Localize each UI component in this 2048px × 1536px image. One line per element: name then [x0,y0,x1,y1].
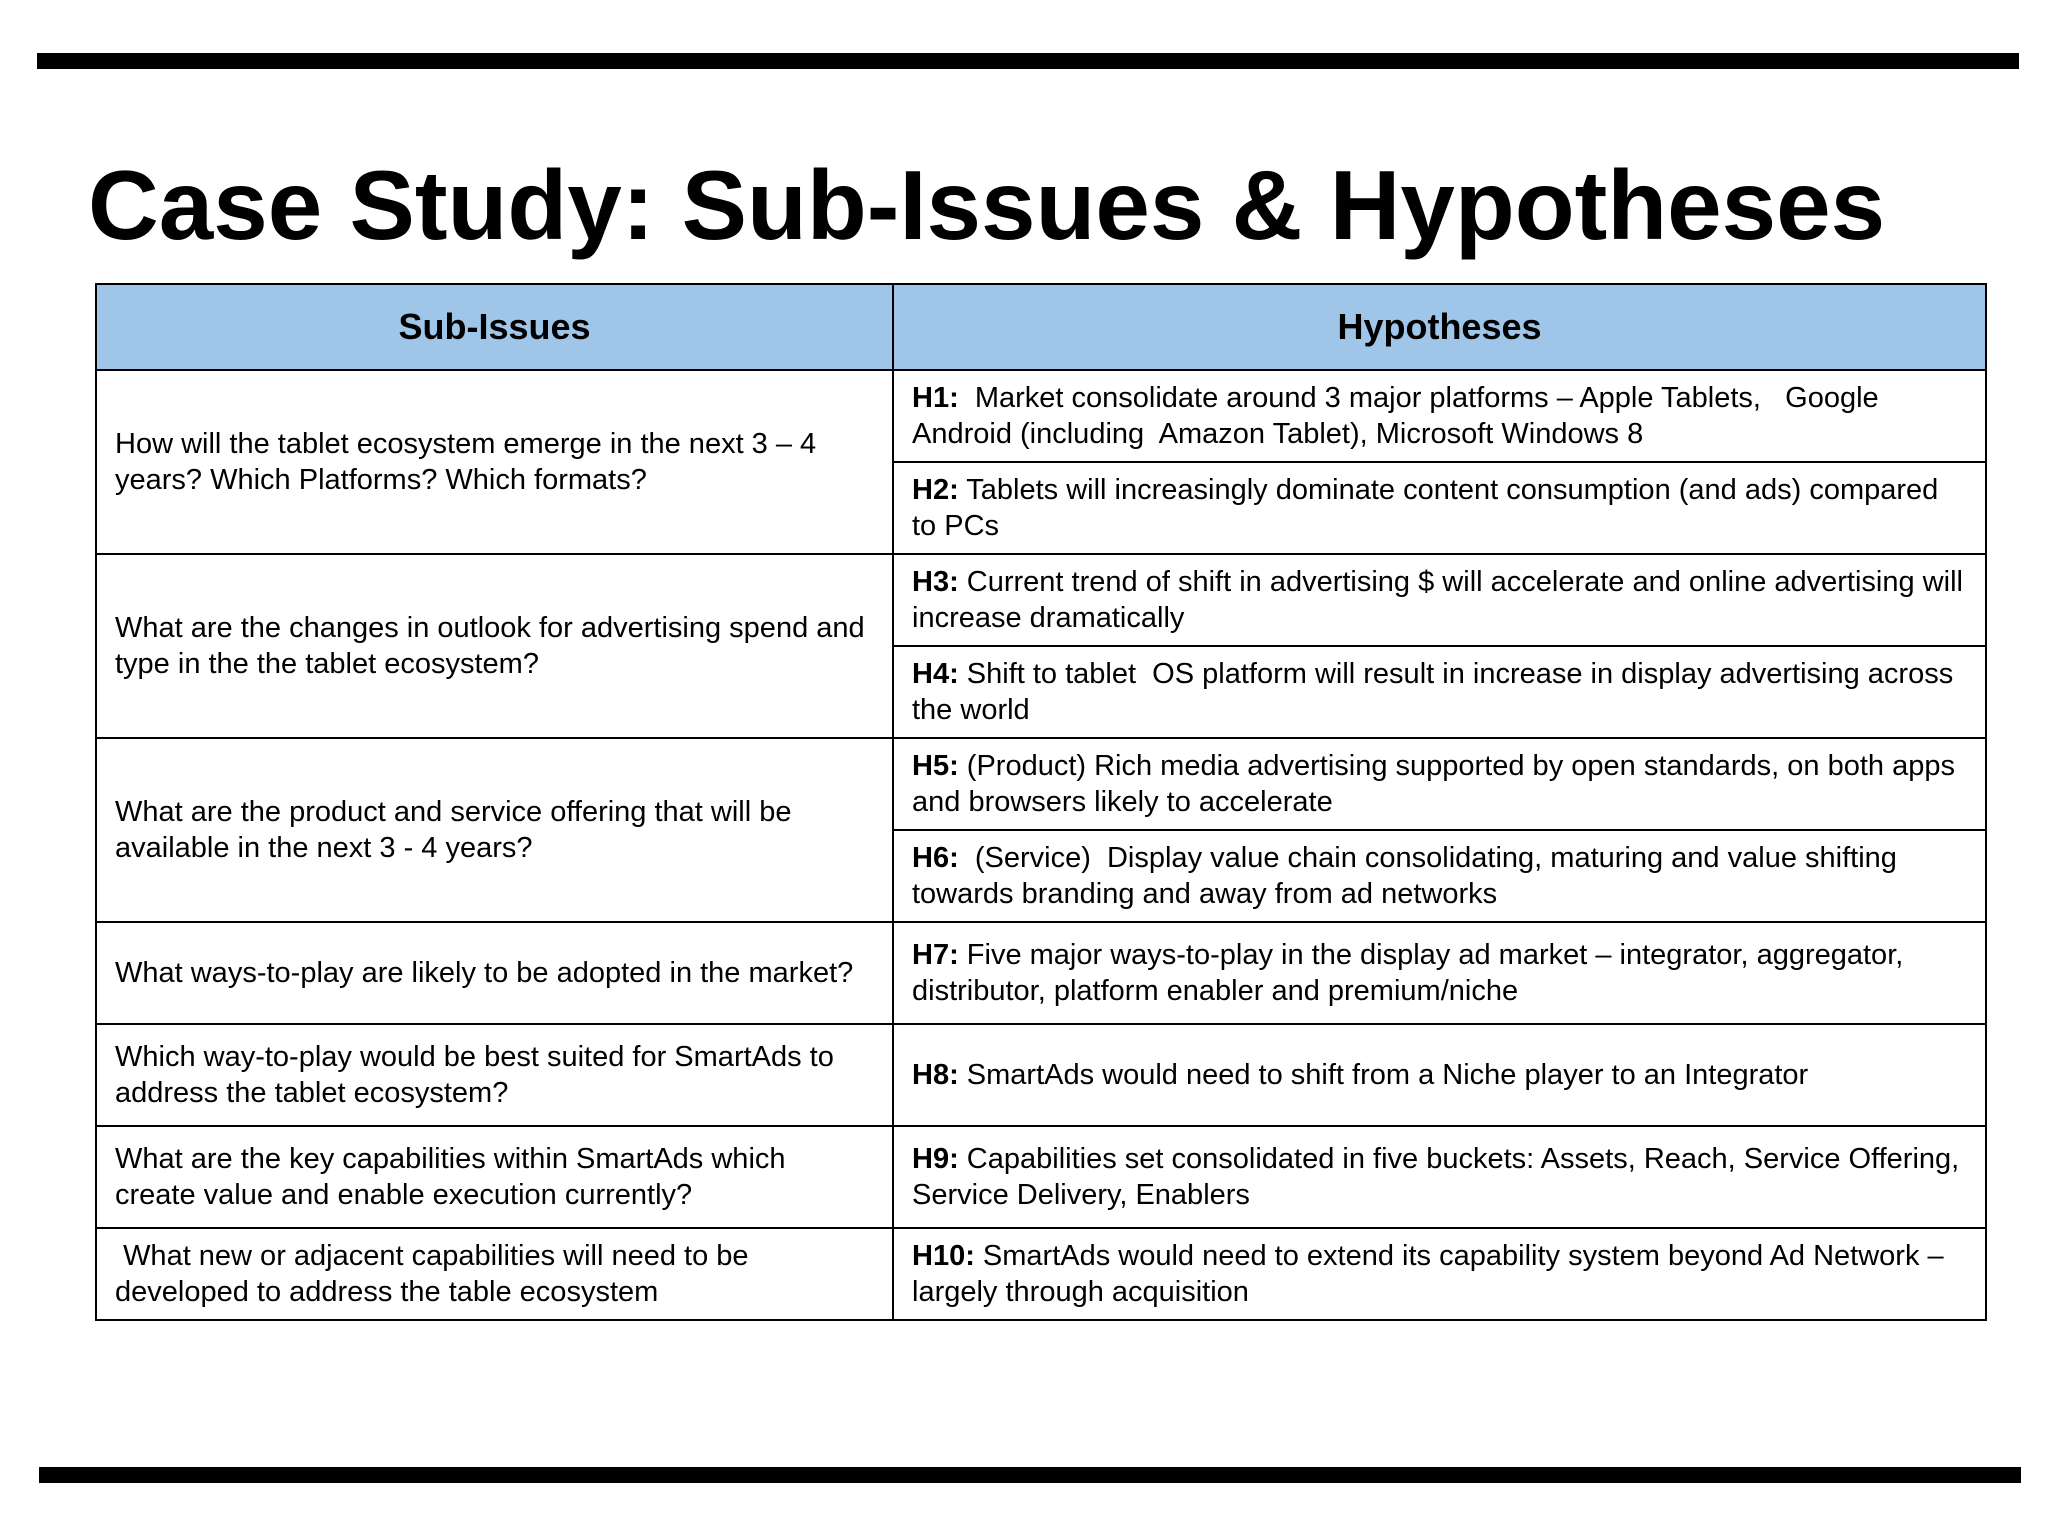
hypothesis-text: SmartAds would need to extend its capability system beyond Ad Network – largely through acquisition [912,1240,1952,1308]
hypothesis-cell [893,738,1986,830]
sub-issue-cell: What are the product and service offering that will be available in the next 3 - 4 years? [96,738,893,922]
sub-issue-cell: What new or adjacent capabilities will need to be developed to address the table ecosystem [96,1228,893,1320]
hypothesis-code: H1: [912,382,959,414]
hypothesis-code: H5: [912,750,959,782]
bottom-rule [39,1467,2021,1483]
hypothesis-cell [893,370,1986,462]
table-row [96,1228,1986,1320]
hypothesis-text: Shift to tablet OS platform will result in increase in display advertising across the world [912,658,1962,726]
hypothesis-text: Five major ways-to-play in the display ad market – integrator, aggregator, distributor, platform enabler and premium/niche [912,939,1912,1007]
sub-issue-cell: What ways-to-play are likely to be adopted in the market? [96,922,893,1024]
hypothesis-text: SmartAds would need to shift from a Niche player to an Integrator [958,1059,1809,1091]
hypothesis-cell [893,1126,1986,1228]
hypothesis-cell [893,1228,1986,1320]
hypothesis-code: H7: [912,939,959,971]
sub-issue-cell: What are the changes in outlook for advertising spend and type in the the tablet ecosystem? [96,554,893,738]
hypothesis-cell [893,554,1986,646]
table-row [96,922,1986,1024]
hypothesis-text: (Service) Display value chain consolidating, maturing and value shifting towards branding and away from ad networks [912,842,1905,910]
hypothesis-code: H3: [912,566,959,598]
hypothesis-text: Market consolidate around 3 major platforms – Apple Tablets, Google Android (including Amazon Tablet), Microsoft Windows 8 [912,382,1886,450]
table-header-row [96,284,1986,370]
hypothesis-cell [893,1024,1986,1126]
hypothesis-code: H8: [912,1059,959,1091]
table-row [96,1024,1986,1126]
hypothesis-code: H4: [912,658,959,690]
hypothesis-cell [893,830,1986,922]
hypothesis-cell [893,462,1986,554]
hypotheses-header: Hypotheses [893,284,1986,370]
hypothesis-cell [893,646,1986,738]
table-row [96,1126,1986,1228]
hypothesis-cell [893,922,1986,1024]
top-rule [37,53,2019,69]
hypothesis-text: Capabilities set consolidated in five buckets: Assets, Reach, Service Offering, Service Delivery, Enablers [912,1143,1968,1211]
hypothesis-text: Tablets will increasingly dominate content consumption (and ads) compared to PCs [912,474,1947,542]
table-row [96,370,1986,462]
sub-issue-cell: What are the key capabilities within SmartAds which create value and enable execution currently? [96,1126,893,1228]
hypothesis-text: (Product) Rich media advertising supported by open standards, on both apps and browsers likely to accelerate [912,750,1964,818]
hypothesis-code: H2: [912,474,959,506]
table-row [96,738,1986,830]
hypothesis-text: Current trend of shift in advertising $ will accelerate and online advertising will increase dramatically [912,566,1972,634]
slide-title: Case Study: Sub-Issues & Hypotheses [88,150,1886,260]
hypotheses-table [95,283,1987,1321]
hypothesis-code: H6: [912,842,959,874]
hypothesis-code: H10: [912,1240,975,1272]
sub-issue-cell: How will the tablet ecosystem emerge in the next 3 – 4 years? Which Platforms? Which formats? [96,370,893,554]
table-row [96,554,1986,646]
hypothesis-code: H9: [912,1143,959,1175]
sub-issues-header: Sub-Issues [96,284,893,370]
sub-issue-cell: Which way-to-play would be best suited for SmartAds to address the tablet ecosystem? [96,1024,893,1126]
